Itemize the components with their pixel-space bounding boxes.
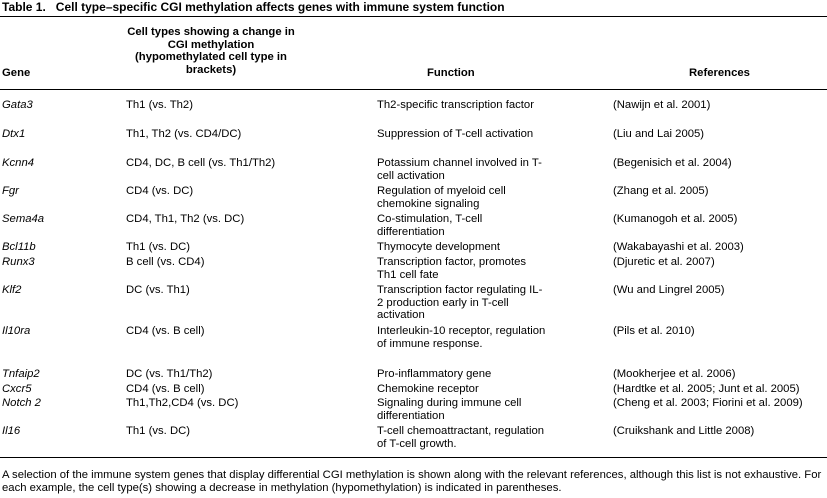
references-cell: (Wakabayashi et al. 2003): [613, 241, 744, 253]
header-gene: Gene: [2, 67, 31, 79]
function-cell: Signaling during immune cell differentiation: [377, 397, 522, 422]
references-cell: (Pils et al. 2010): [613, 325, 695, 337]
function-cell: Th2-specific transcription factor: [377, 99, 534, 111]
gene-cell: Notch 2: [2, 397, 41, 409]
header-rule: [0, 89, 827, 90]
gene-cell: Il16: [2, 425, 21, 437]
top-rule: [0, 16, 827, 17]
references-cell: (Kumanogoh et al. 2005): [613, 213, 738, 225]
cell-types-cell: DC (vs. Th1): [126, 284, 190, 296]
header-cell-types: Cell types showing a change in CGI methylation (hypomethylated cell type in brackets): [127, 26, 295, 76]
references-cell: (Mookherjee et al. 2006): [613, 368, 736, 380]
gene-cell: Cxcr5: [2, 383, 32, 395]
cell-types-cell: CD4, Th1, Th2 (vs. DC): [126, 213, 245, 225]
function-cell: Transcription factor, promotes Th1 cell fate: [377, 256, 527, 281]
references-cell: (Hardtke et al. 2005; Junt et al. 2005): [613, 383, 800, 395]
function-cell: Co-stimulation, T-cell differentiation: [377, 213, 483, 238]
cell-types-cell: Th1,Th2,CD4 (vs. DC): [126, 397, 239, 409]
function-cell: Potassium channel involved in T-cell activation: [377, 157, 542, 182]
cell-types-cell: CD4, DC, B cell (vs. Th1/Th2): [126, 157, 276, 169]
gene-cell: Sema4a: [2, 213, 45, 225]
gene-cell: Runx3: [2, 256, 35, 268]
function-cell: Pro-inflammatory gene: [377, 368, 492, 380]
gene-cell: Tnfaip2: [2, 368, 40, 380]
gene-cell: Kcnn4: [2, 157, 35, 169]
function-cell: Interleukin-10 receptor, regulation of immune response.: [377, 325, 546, 350]
references-cell: (Begenisich et al. 2004): [613, 157, 732, 169]
references-cell: (Djuretic et al. 2007): [613, 256, 715, 268]
cell-types-cell: CD4 (vs. B cell): [126, 383, 205, 395]
table-footnote: A selection of the immune system genes that display differential CGI methylation is shown along with the relevant references, although this list is not exhaustive. For each example, the cell type(s) showing a decrease in methylation (hypomethylation) is indicated in parentheses.: [2, 469, 822, 494]
gene-cell: Gata3: [2, 99, 33, 111]
cell-types-cell: Th1 (vs. DC): [126, 241, 191, 253]
cell-types-cell: Th1, Th2 (vs. CD4/DC): [126, 128, 242, 140]
gene-cell: Fgr: [2, 185, 19, 197]
table-title: Cell type–specific CGI methylation affects genes with immune system function: [55, 0, 505, 14]
cell-types-cell: Th1 (vs. DC): [126, 425, 191, 437]
cell-types-cell: Th1 (vs. Th2): [126, 99, 193, 111]
gene-cell: Klf2: [2, 284, 22, 296]
function-cell: Regulation of myeloid cell chemokine signaling: [377, 185, 506, 210]
references-cell: (Cheng et al. 2003; Fiorini et al. 2009): [613, 397, 803, 409]
cell-types-cell: CD4 (vs. DC): [126, 185, 194, 197]
references-cell: (Cruikshank and Little 2008): [613, 425, 755, 437]
references-cell: (Liu and Lai 2005): [613, 128, 705, 140]
table-caption: [2, 1, 505, 14]
gene-cell: Il10ra: [2, 325, 31, 337]
header-references: References: [689, 67, 750, 79]
function-cell: Suppression of T-cell activation: [377, 128, 534, 140]
references-cell: (Nawijn et al. 2001): [613, 99, 711, 111]
function-cell: Thymocyte development: [377, 241, 501, 253]
cell-types-cell: CD4 (vs. B cell): [126, 325, 205, 337]
table-label: Table 1.: [2, 0, 46, 14]
header-function: Function: [427, 67, 475, 79]
bottom-rule: [0, 457, 827, 458]
gene-cell: Bcl11b: [2, 241, 36, 253]
cell-types-cell: DC (vs. Th1/Th2): [126, 368, 213, 380]
cell-types-cell: B cell (vs. CD4): [126, 256, 205, 268]
function-cell: Transcription factor regulating IL-2 production early in T-cell activation: [377, 284, 543, 321]
gene-cell: Dtx1: [2, 128, 26, 140]
function-cell: Chemokine receptor: [377, 383, 479, 395]
references-cell: (Wu and Lingrel 2005): [613, 284, 725, 296]
references-cell: (Zhang et al. 2005): [613, 185, 709, 197]
function-cell: T-cell chemoattractant, regulation of T-cell growth.: [377, 425, 545, 450]
